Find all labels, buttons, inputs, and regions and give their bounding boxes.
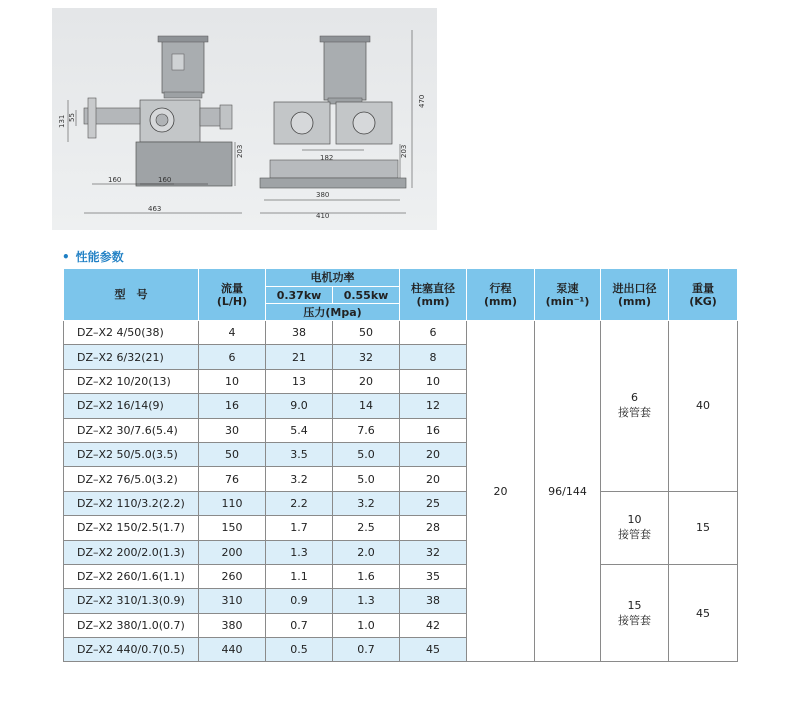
header-plunger: [400, 269, 467, 321]
cell-plunger: 20: [400, 467, 467, 491]
header-port-label: 进出口径: [612, 281, 657, 295]
side-view: [260, 30, 412, 213]
cell-model: DZ–X2 50/5.0(3.5): [64, 442, 199, 466]
table-header: [64, 269, 738, 321]
cell-flow: 76: [199, 467, 266, 491]
cell-pressure-037: 1.3: [266, 540, 333, 564]
dim-182: 182: [320, 154, 334, 162]
cell-flow: 6: [199, 345, 266, 369]
cell-plunger: 20: [400, 442, 467, 466]
table-body: [64, 321, 738, 662]
cell-plunger: 6: [400, 321, 467, 345]
table-row: [64, 491, 738, 515]
cell-plunger: 45: [400, 638, 467, 662]
cell-pressure-037: 13: [266, 369, 333, 393]
cell-pressure-055: 20: [333, 369, 400, 393]
front-view: [68, 36, 242, 213]
cell-pressure-055: 1.0: [333, 613, 400, 637]
cell-flow: 150: [199, 516, 266, 540]
table-row: [64, 321, 738, 345]
cell-flow: 380: [199, 613, 266, 637]
cell-pressure-055: 1.6: [333, 564, 400, 588]
cell-flow: 110: [199, 491, 266, 515]
table-row: [64, 564, 738, 588]
cell-plunger: 10: [400, 369, 467, 393]
cell-model: DZ–X2 310/1.3(0.9): [64, 589, 199, 613]
header-plunger-label: 柱塞直径: [411, 281, 455, 295]
header-power-037: 0.37kw: [266, 287, 333, 304]
cell-weight-group-2: 15: [669, 491, 738, 564]
cell-plunger: 32: [400, 540, 467, 564]
cell-pressure-055: 14: [333, 394, 400, 418]
cell-plunger: 12: [400, 394, 467, 418]
cell-model: DZ–X2 380/1.0(0.7): [64, 613, 199, 637]
header-port-unit: (mm): [618, 294, 651, 308]
header-weight: [669, 269, 738, 321]
header-stroke: [467, 269, 535, 321]
port-label: 接管套: [618, 613, 651, 627]
cell-flow: 260: [199, 564, 266, 588]
header-power: 电机功率: [266, 269, 400, 287]
cell-model: DZ–X2 110/3.2(2.2): [64, 491, 199, 515]
cell-pressure-037: 9.0: [266, 394, 333, 418]
cell-plunger: 35: [400, 564, 467, 588]
cell-model: DZ–X2 150/2.5(1.7): [64, 516, 199, 540]
dim-160-b: 160: [158, 176, 172, 184]
cell-model: DZ–X2 200/2.0(1.3): [64, 540, 199, 564]
cell-speed: 96/144: [535, 321, 601, 662]
cell-port-group-1: [601, 321, 669, 492]
cell-pressure-055: 2.0: [333, 540, 400, 564]
cell-pressure-055: 2.5: [333, 516, 400, 540]
cell-flow: 440: [199, 638, 266, 662]
cell-model: DZ–X2 440/0.7(0.5): [64, 638, 199, 662]
cell-model: DZ–X2 30/7.6(5.4): [64, 418, 199, 442]
cell-pressure-055: 5.0: [333, 467, 400, 491]
dim-131: 131: [58, 114, 66, 128]
cell-pressure-037: 5.4: [266, 418, 333, 442]
header-port: [601, 269, 669, 321]
cell-flow: 30: [199, 418, 266, 442]
cell-pressure-055: 50: [333, 321, 400, 345]
cell-model: DZ–X2 6/32(21): [64, 345, 199, 369]
cell-model: DZ–X2 4/50(38): [64, 321, 199, 345]
cell-model: DZ–X2 10/20(13): [64, 369, 199, 393]
dim-55: 55: [68, 113, 76, 122]
cell-pressure-055: 32: [333, 345, 400, 369]
cell-pressure-055: 1.3: [333, 589, 400, 613]
port-size: 6: [631, 391, 638, 405]
cell-pressure-037: 3.5: [266, 442, 333, 466]
cell-model: DZ–X2 16/14(9): [64, 394, 199, 418]
cell-flow: 10: [199, 369, 266, 393]
cell-plunger: 38: [400, 589, 467, 613]
cell-plunger: 28: [400, 516, 467, 540]
cell-pressure-037: 1.7: [266, 516, 333, 540]
header-stroke-unit: (mm): [484, 294, 517, 308]
cell-flow: 50: [199, 442, 266, 466]
cell-flow: 16: [199, 394, 266, 418]
cell-pressure-037: 0.5: [266, 638, 333, 662]
header-model: 型 号: [64, 269, 199, 321]
section-title-text: 性能参数: [75, 250, 124, 264]
header-weight-label: 重量: [692, 281, 714, 295]
cell-port-group-3: [601, 564, 669, 662]
pump-technical-drawing: [52, 8, 437, 230]
port-label: 接管套: [618, 406, 651, 420]
header-pressure: 压力(Mpa): [266, 304, 400, 321]
cell-weight-group-3: 45: [669, 564, 738, 662]
cell-flow: 310: [199, 589, 266, 613]
header-flow: [199, 269, 266, 321]
cell-port-group-2: [601, 491, 669, 564]
dim-410: 410: [316, 212, 330, 220]
header-speed-label: 泵速: [556, 281, 579, 295]
cell-pressure-055: 5.0: [333, 442, 400, 466]
cell-pressure-055: 7.6: [333, 418, 400, 442]
header-speed-unit: (min⁻¹): [545, 294, 590, 308]
cell-pressure-055: 0.7: [333, 638, 400, 662]
cell-pressure-037: 3.2: [266, 467, 333, 491]
header-weight-unit: (KG): [689, 294, 717, 308]
cell-pressure-037: 0.9: [266, 589, 333, 613]
header-speed: [535, 269, 601, 321]
header-plunger-unit: (mm): [416, 294, 450, 308]
cell-plunger: 16: [400, 418, 467, 442]
cell-pressure-055: 3.2: [333, 491, 400, 515]
cell-stroke: 20: [467, 321, 535, 662]
cell-weight-group-1: 40: [669, 321, 738, 492]
cell-model: DZ–X2 76/5.0(3.2): [64, 467, 199, 491]
dim-203-front: 203: [236, 144, 244, 158]
cell-plunger: 42: [400, 613, 467, 637]
port-size: 15: [627, 598, 642, 612]
header-power-055: 0.55kw: [333, 287, 400, 304]
port-label: 接管套: [618, 528, 651, 542]
dim-203-side: 203: [400, 144, 408, 158]
dim-380: 380: [316, 191, 330, 199]
header-flow-unit: (L/H): [216, 294, 248, 308]
port-size: 10: [627, 513, 642, 527]
header-flow-label: 流量: [221, 281, 243, 295]
pump-drawing-svg: [52, 8, 437, 230]
performance-table: [63, 268, 738, 662]
cell-pressure-037: 2.2: [266, 491, 333, 515]
cell-pressure-037: 38: [266, 321, 333, 345]
dim-463: 463: [148, 205, 162, 213]
cell-flow: 200: [199, 540, 266, 564]
cell-pressure-037: 0.7: [266, 613, 333, 637]
cell-model: DZ–X2 260/1.6(1.1): [64, 564, 199, 588]
cell-plunger: 8: [400, 345, 467, 369]
bullet-dot: •: [62, 250, 70, 264]
header-stroke-label: 行程: [489, 281, 512, 295]
dim-470: 470: [418, 94, 426, 108]
cell-flow: 4: [199, 321, 266, 345]
cell-plunger: 25: [400, 491, 467, 515]
dim-160-a: 160: [108, 176, 122, 184]
section-title: [62, 248, 124, 265]
cell-pressure-037: 21: [266, 345, 333, 369]
cell-pressure-037: 1.1: [266, 564, 333, 588]
